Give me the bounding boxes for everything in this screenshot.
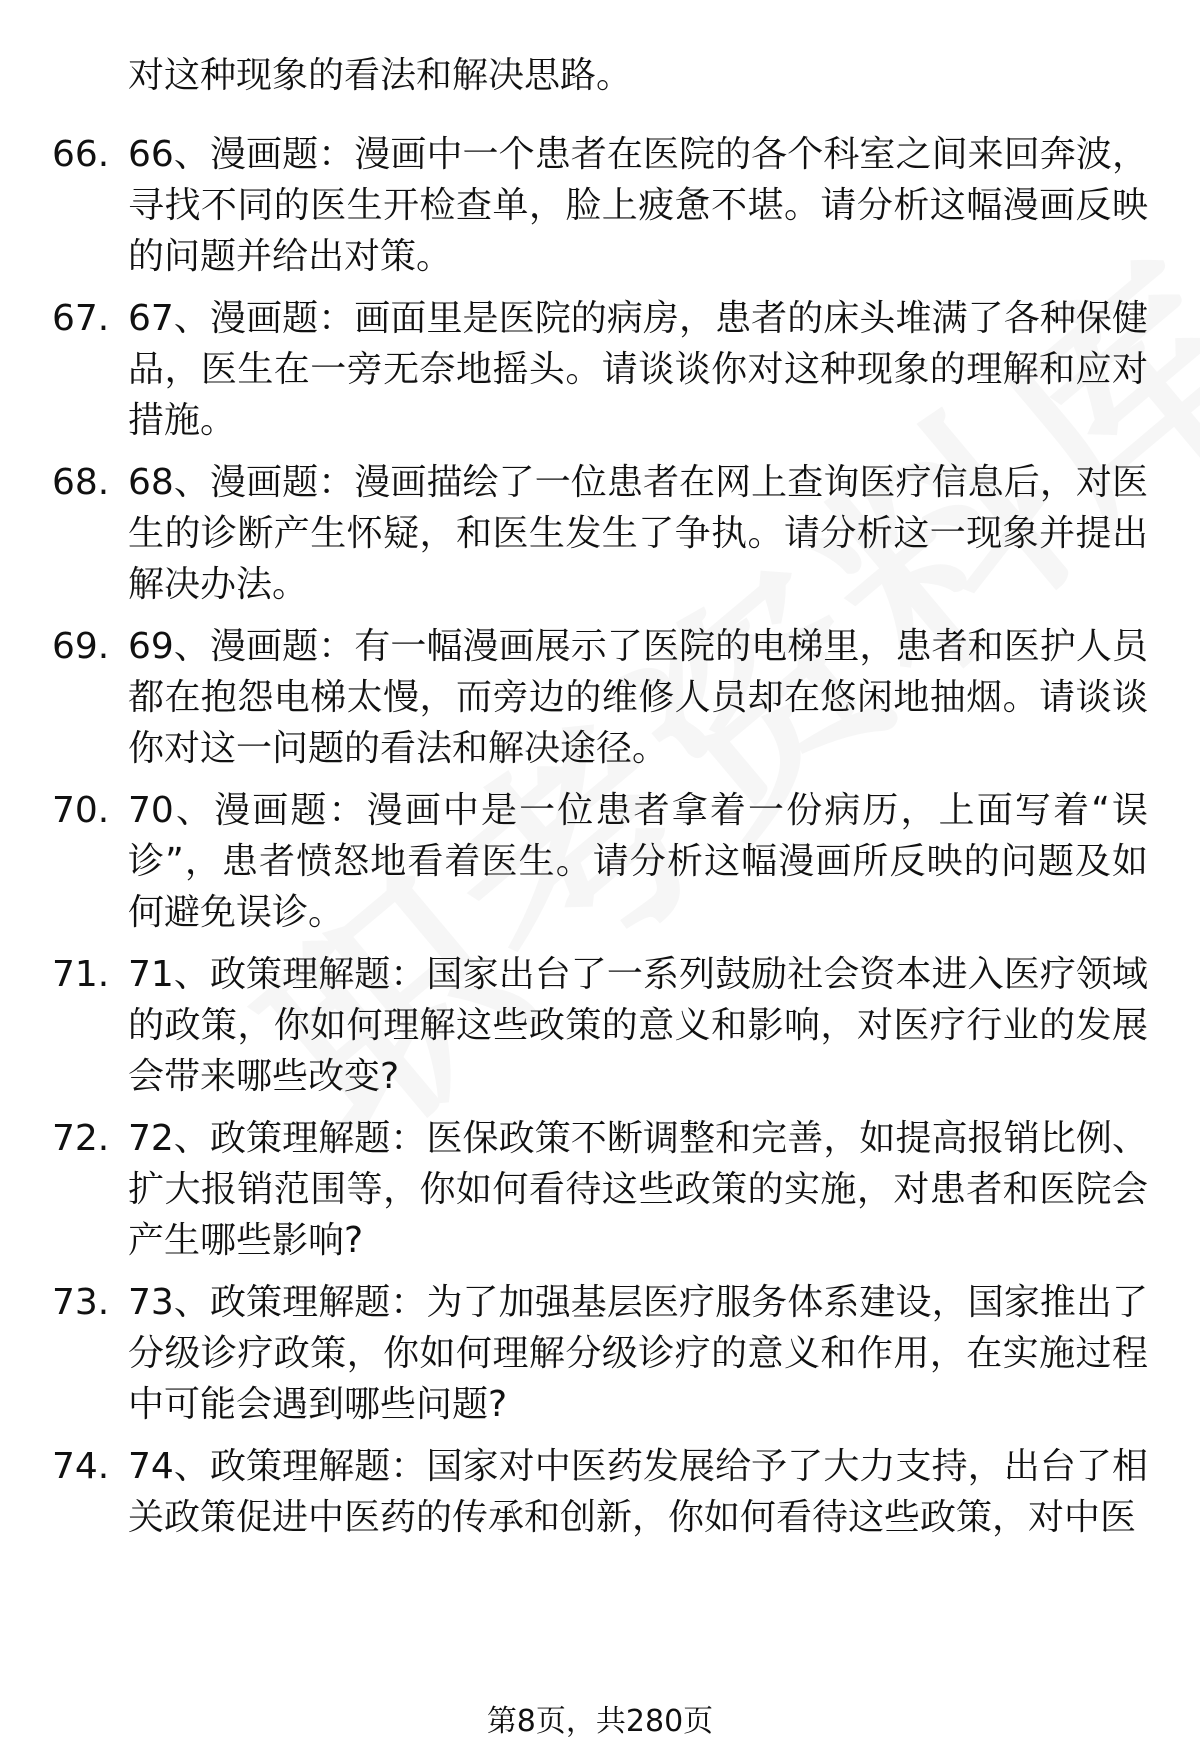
question-text: 72、政策理解题：医保政策不断调整和完善，如提高报销比例、扩大报销范围等，你如何看待这些政策的实施，对患者和医院会产生哪些影响? (128, 1118, 1148, 1261)
question-text: 73、政策理解题：为了加强基层医疗服务体系建设，国家推出了分级诊疗政策，你如何理解分级诊疗的意义和作用，在实施过程中可能会遇到哪些问题? (128, 1282, 1148, 1425)
question-number: 70. (52, 790, 110, 831)
question-number: 66. (52, 134, 110, 175)
question-text: 68、漫画题：漫画描绘了一位患者在网上查询医疗信息后，对医生的诊断产生怀疑，和医生发生了争执。请分析这一现象并提出解决办法。 (128, 462, 1148, 605)
question-number: 71. (52, 954, 110, 995)
question-text: 70、漫画题：漫画中是一位患者拿着一份病历，上面写着“误诊”，患者愤怒地看着医生。请分析这幅漫画所反映的问题及如何避免误诊。 (128, 790, 1148, 933)
page-footer: 第8页，共280页 (486, 1704, 714, 1739)
question-text: 71、政策理解题：国家出台了一系列鼓励社会资本进入医疗领域的政策，你如何理解这些政策的意义和影响，对医疗行业的发展会带来哪些改变? (128, 954, 1148, 1097)
question-number: 67. (52, 298, 110, 339)
question-text: 66、漫画题：漫画中一个患者在医院的各个科室之间来回奔波，寻找不同的医生开检查单，脸上疲惫不堪。请分析这幅漫画反映的问题并给出对策。 (128, 134, 1148, 277)
question-number: 69. (52, 626, 110, 667)
continuation-text: 对这种现象的看法和解决思路。 (128, 55, 633, 96)
question-number: 68. (52, 462, 110, 503)
question-text: 67、漫画题：画面里是医院的病房，患者的床头堆满了各种保健品，医生在一旁无奈地摇头。请谈谈你对这种现象的理解和应对措施。 (128, 298, 1148, 441)
question-text: 69、漫画题：有一幅漫画展示了医院的电梯里，患者和医护人员都在抱怨电梯太慢，而旁边的维修人员却在悠闲地抽烟。请谈谈你对这一问题的看法和解决途径。 (128, 626, 1148, 769)
question-number: 74. (52, 1446, 110, 1487)
question-number: 73. (52, 1282, 110, 1323)
question-number: 72. (52, 1118, 110, 1159)
question-text: 74、政策理解题：国家对中医药发展给予了大力支持，出台了相关政策促进中医药的传承和创新，你如何看待这些政策，对中医 (128, 1446, 1148, 1538)
